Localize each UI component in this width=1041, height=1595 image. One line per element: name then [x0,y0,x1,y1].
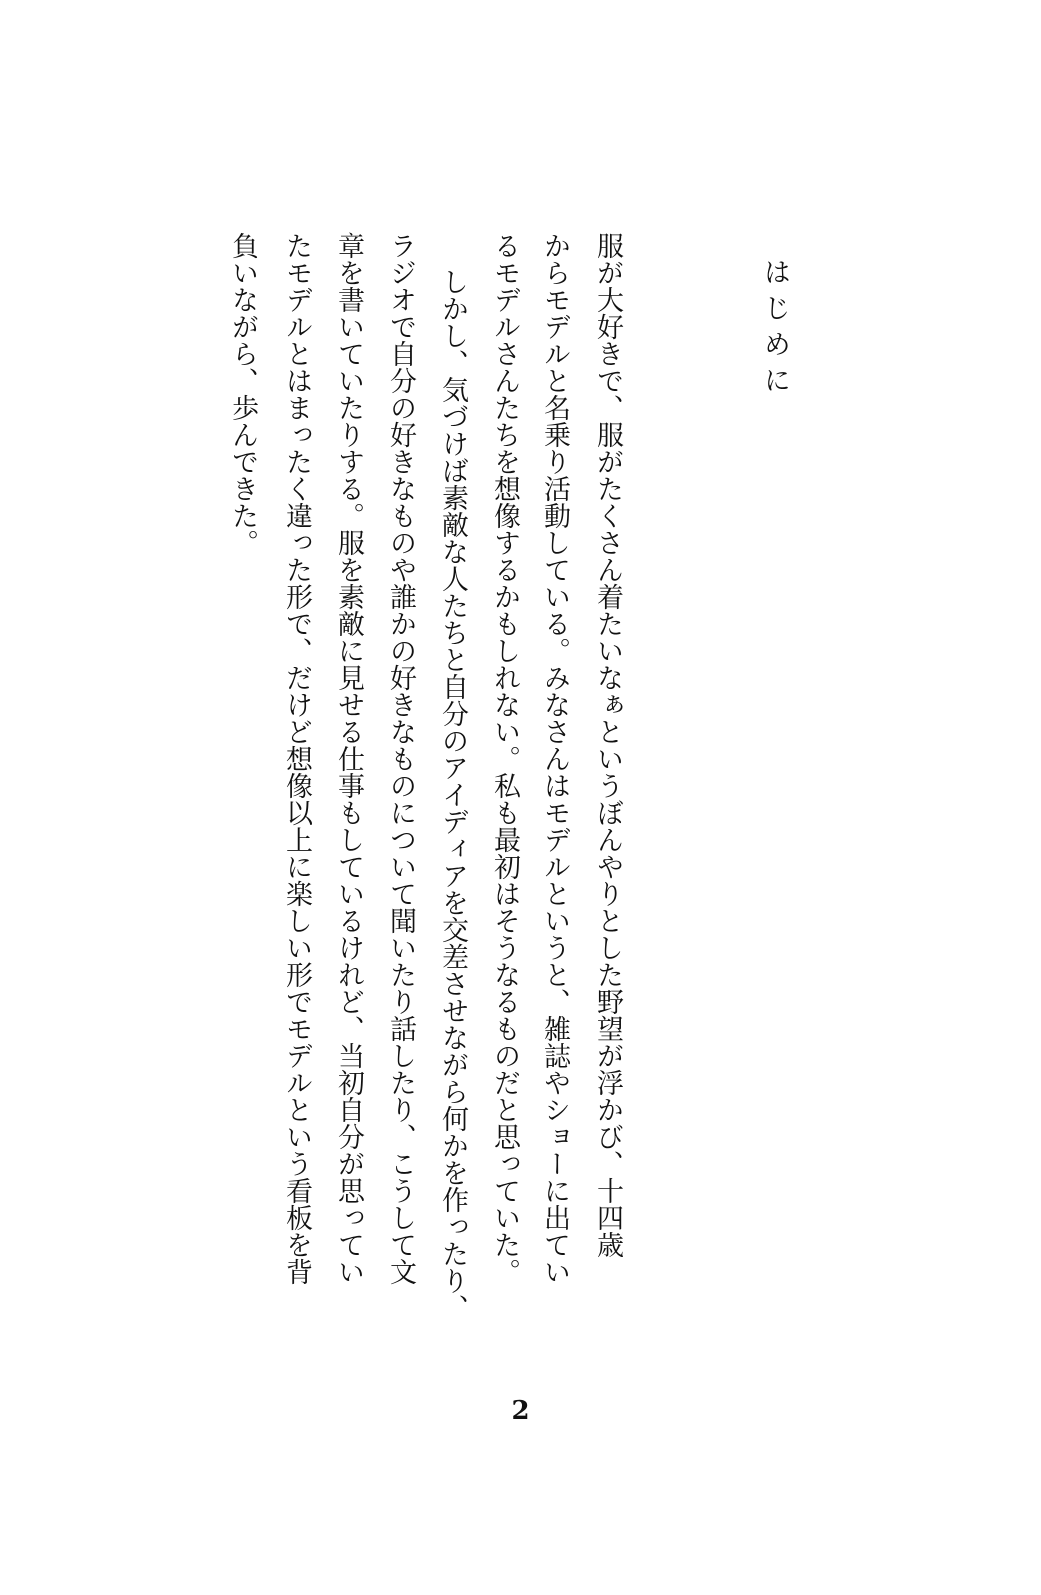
body-text-line: からモデルと名乗り活動している。みなさんはモデルというと、雑誌やショーに出てい [539,232,570,1285]
body-text-line: 章を書いていたりする。服を素敵に見せる仕事もしているけれど、当初自分が思ってい [333,232,364,1285]
chapter-heading: はじめに [759,258,790,402]
body-text-line: 服が大好きで、服がたくさん着たいなぁというぼんやりとした野望が浮かび、十四歳 [592,232,623,1258]
page-number: 2 [511,1396,530,1426]
body-text-line: 負いながら、歩んできた。 [227,232,258,556]
body-text-line: ラジオで自分の好きなものや誰かの好きなものについて聞いたり話したり、こうして文 [385,232,416,1285]
body-text-line: るモデルさんたちを想像するかもしれない。私も最初はそうなるものだと思っていた。 [489,232,520,1285]
body-text-line: しかし、気づけば素敵な人たちと自分のアイディアを交差させながら何かを作ったり、 [437,268,468,1321]
body-text-line: たモデルとはまったく違った形で、だけど想像以上に楽しい形でモデルという看板を背 [281,232,312,1285]
